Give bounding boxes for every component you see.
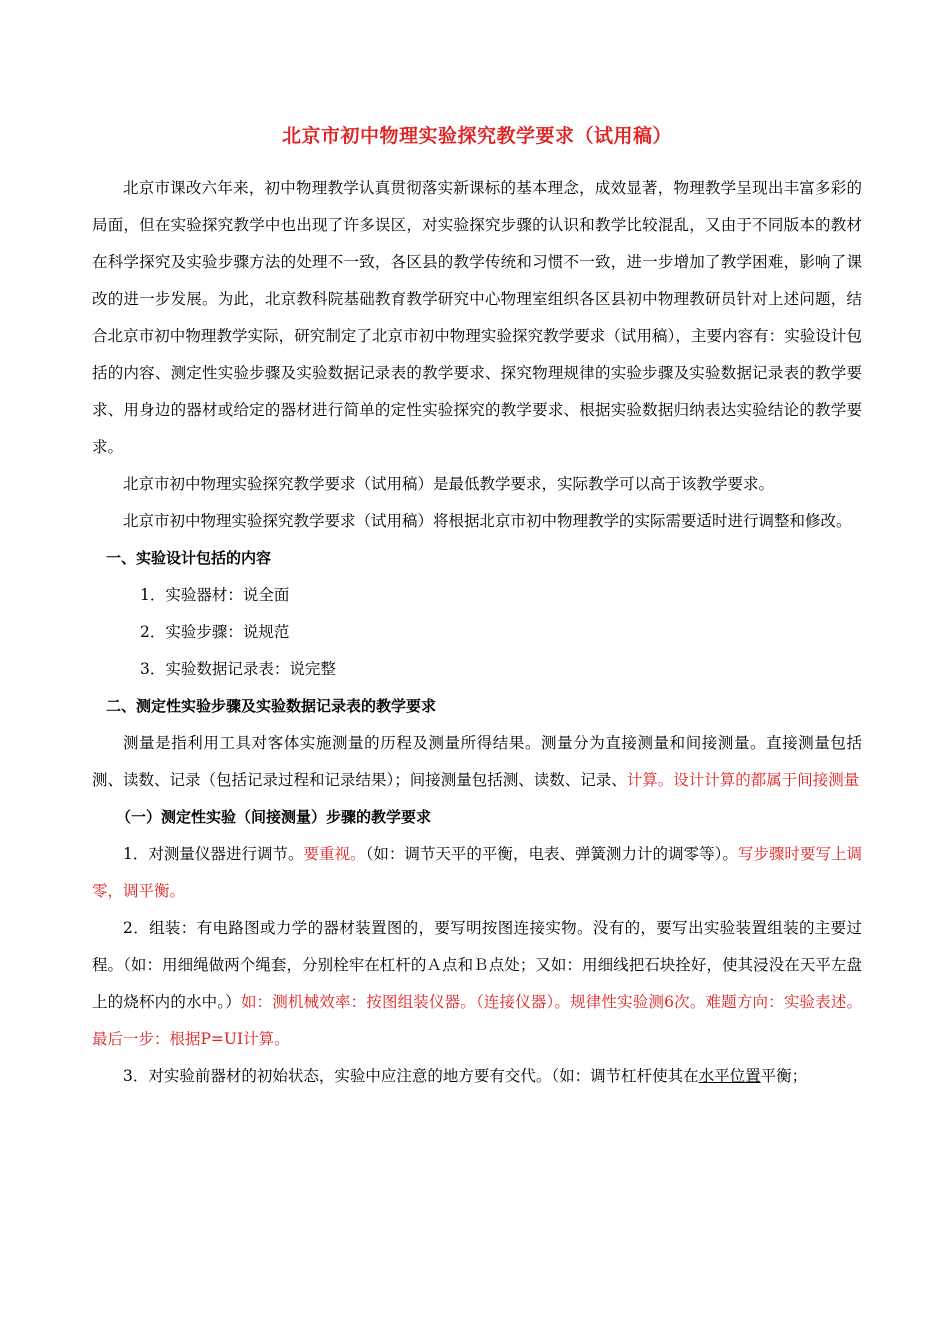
section-2-paragraph-note: 计算。设计计算的都属于间接测量 [626,771,860,789]
requirement-item-1-note: 要重视。 [303,845,366,863]
intro-paragraph-3: 北京市初中物理实验探究教学要求（试用稿）将根据北京市初中物理教学的实际需要适时进行调整和修改。 [123,512,852,530]
section-2-paragraph-text: 测量是指利用工具对客体实施测量的历程及测量所得结果。测量分为直接测量和间接测量。直接测量包括测、读数、记录（包括记录过程和记录结果）；间接测量包括测、读数、记录、 [92,734,862,789]
section-1-item-2: 2．实验步骤：说规范 [140,623,290,641]
section-2-paragraph [92,725,862,799]
section-1-item-1: 1．实验器材：说全面 [140,586,290,604]
requirement-item-1-note-2: 写步骤时要写上调零，调平衡。 [92,845,862,900]
requirement-item-2 [92,910,862,1058]
requirement-item-1 [92,836,862,910]
intro-paragraph-2: 北京市初中物理实验探究教学要求（试用稿）是最低教学要求，实际教学可以高于该教学要求。 [123,475,775,493]
section-2-heading: 二、测定性实验步骤及实验数据记录表的教学要求 [106,697,437,715]
requirement-item-3 [92,1058,862,1095]
document-page [92,120,862,1095]
section-2-subheading: （一）测定性实验（间接测量）步骤的教学要求 [116,808,432,826]
intro-paragraph-1: 北京市课改六年来，初中物理教学认真贯彻落实新课标的基本理念，成效显著，物理教学呈现出丰富多彩的局面，但在实验探究教学中也出现了许多误区，对实验探究步骤的认识和教学比较混乱，又由于不同版本的教材在科学探究及实验步骤方法的处理不一致，各区县的教学传统和习惯不一致，进一步增加了教学困难，影响了课改的进一步发展。为此，北京教科院基础教育教学研究中心物理室组织各区县初中物理教研员针对上述问题，结合北京市初中物理教学实际，研究制定了北京市初中物理实验探究教学要求（试用稿），主要内容有：实验设计包括的内容、测定性实验步骤及实验数据记录表的教学要求、探究物理规律的实验步骤及实验数据记录表的教学要求、用身边的器材或给定的器材进行简单的定性实验探究的教学要求、根据实验数据归纳表达实验结论的教学要求。 [92,179,862,456]
section-1-heading: 一、实验设计包括的内容 [106,549,272,567]
requirement-item-3-underlined: 水平位置 [698,1067,761,1085]
section-1-item-3: 3．实验数据记录表：说完整 [140,660,336,678]
requirement-item-3-tail: 平衡； [760,1067,808,1085]
requirement-item-1-text: 1．对测量仪器进行调节。 [123,845,304,863]
document-title: 北京市初中物理实验探究教学要求（试用稿） [281,125,672,147]
requirement-item-3-text: 3．对实验前器材的初始状态，实验中应注意的地方要有交代。（如：调节杠杆使其在 [123,1067,699,1085]
requirement-item-2-text: 2．组装：有电路图或力学的器材装置图的，要写明按图连接实物。没有的，要写出实验装置组装的主要过程。（如：用细绳做两个绳套，分别栓牢在杠杆的Ａ点和Ｂ点处；又如：用细线把石块拴好，使其浸没在天平左盘上的烧杯内的水中。） [92,919,862,1011]
requirement-item-2-note: 如：测机械效率：按图组装仪器。（连接仪器）。规律性实验测6次。难题方向：实验表述。最后一步：根据P=UI计算。 [92,993,862,1048]
requirement-item-1-example: （如：调节天平的平衡，电表、弹簧测力计的调零等）。 [365,845,738,863]
